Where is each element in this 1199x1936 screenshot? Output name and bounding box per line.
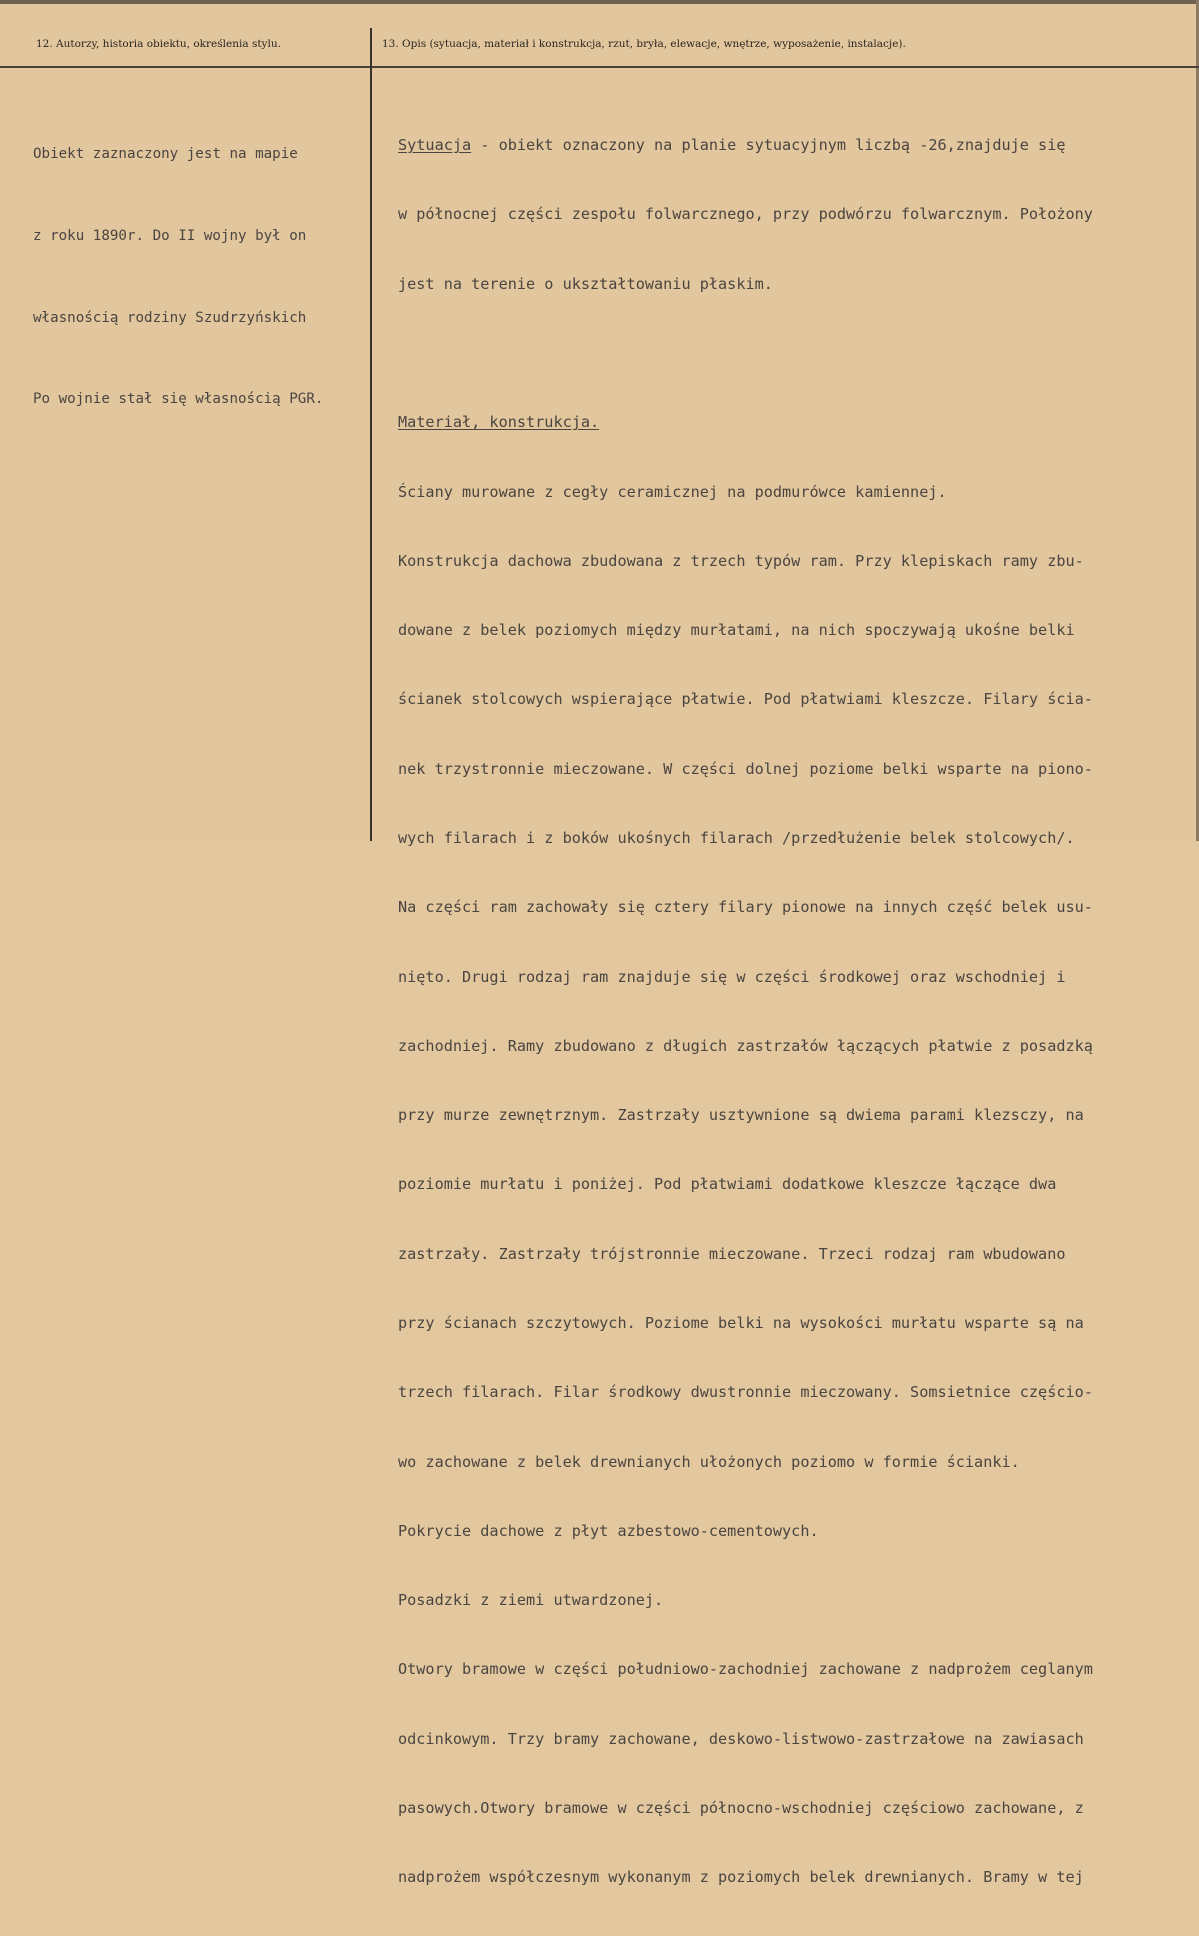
description-line: jest na terenie o ukształtowaniu płaskim. [398, 274, 773, 293]
description-line: Pokrycie dachowe z płyt azbestowo-cementowych. [398, 1521, 819, 1540]
situation-line [398, 134, 1093, 157]
description-text [398, 88, 1093, 1936]
description-line: Posadzki z ziemi utwardzonej. [398, 1591, 664, 1610]
situation-heading: Sytuacja [398, 136, 472, 155]
column-divider [370, 28, 372, 841]
history-line: własnością rodziny Szudrzyńskich [33, 309, 307, 326]
description-line: poziomie murłatu i poniżej. Pod płatwiami dodatkowe kleszcze łączące dwa [398, 1175, 1057, 1194]
history-line: z roku 1890r. Do II wojny był on [33, 228, 307, 245]
history-text [33, 87, 323, 468]
description-line: nek trzystronnie mieczowane. W części dolnej poziome belki wsparte na piono- [398, 759, 1093, 778]
section-12-label: 12. Autorzy, historia obiektu, określenia stylu. [36, 38, 281, 50]
description-line: wo zachowane z belek drewnianych ułożonych poziomo w formie ścianki. [398, 1452, 1020, 1471]
material-line [398, 411, 1093, 434]
description-line: Ściany murowane z cegły ceramicznej na podmurówce kamiennej. [398, 482, 947, 501]
situation-text: - obiekt oznaczony na planie sytuacyjnym liczbą -26,znajduje się [471, 136, 1066, 155]
description-line: trzech filarach. Filar środkowy dwustronnie mieczowany. Somsietnice częścio- [398, 1383, 1093, 1402]
history-line: Obiekt zaznaczony jest na mapie [33, 146, 298, 163]
description-line: ścianek stolcowych wspierające płatwie. Pod płatwiami kleszcze. Filary ścia- [398, 690, 1093, 709]
description-line: Na części ram zachowały się cztery filary pionowe na innych część belek usu- [398, 898, 1093, 917]
section-13-label: 13. Opis (sytuacja, materiał i konstrukcja, rzut, bryła, elewacje, wnętrze, wyposażenie, instalacje). [382, 38, 906, 50]
description-line: zachodniej. Ramy zbudowano z długich zastrzałów łączących płatwie z posadzką [398, 1036, 1093, 1055]
description-line: dowane z belek poziomych między murłatami, na nich spoczywają ukośne belki [398, 621, 1075, 640]
description-line: zastrzały. Zastrzały trójstronnie mieczowane. Trzeci rodzaj ram wbudowano [398, 1244, 1066, 1263]
description-line: nięto. Drugi rodzaj ram znajduje się w części środkowej oraz wschodniej i [398, 967, 1066, 986]
header-rule [0, 66, 1199, 68]
description-line: przy ścianach szczytowych. Poziome belki na wysokości murłatu wsparte są na [398, 1313, 1084, 1332]
description-line: odcinkowym. Trzy bramy zachowane, deskowo-listwowo-zastrzałowe na zawiasach [398, 1729, 1084, 1748]
description-line: w północnej części zespołu folwarcznego, przy podwórzu folwarcznym. Położony [398, 205, 1093, 224]
description-line: Otwory bramowe w części południowo-zachodniej zachowane z nadprożem ceglanym [398, 1660, 1093, 1679]
top-border [0, 0, 1199, 4]
history-line: Po wojnie stał się własnością PGR. [33, 391, 324, 408]
description-line: wych filarach i z boków ukośnych filarach /przedłużenie belek stolcowych/. [398, 829, 1075, 847]
description-line: przy murze zewnętrznym. Zastrzały usztywnione są dwiema parami klezsczy, na [398, 1106, 1084, 1125]
description-line: nadprożem współczesnym wykonanym z poziomych belek drewnianych. Bramy w tej [398, 1868, 1084, 1887]
description-line: Konstrukcja dachowa zbudowana z trzech typów ram. Przy klepiskach ramy zbu- [398, 551, 1084, 570]
blank-line [398, 342, 1093, 365]
material-heading: Materiał, konstrukcja. [398, 413, 600, 432]
description-line: pasowych.Otwory bramowe w części północno-wschodniej częściowo zachowane, z [398, 1798, 1084, 1817]
